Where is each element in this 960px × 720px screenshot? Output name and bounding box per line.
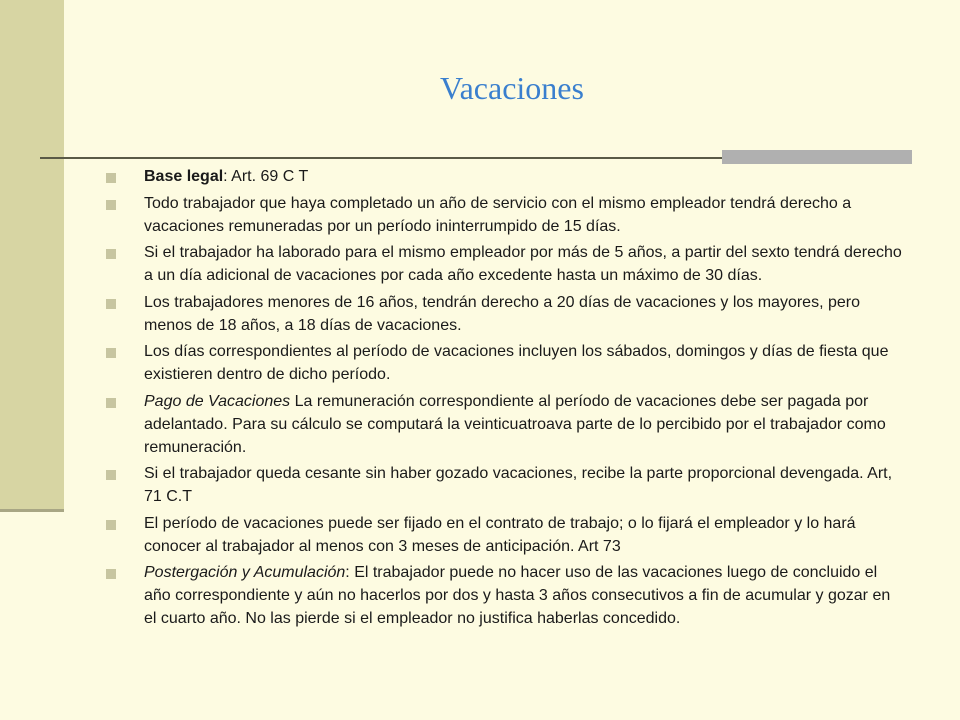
bullet-text: Los días correspondientes al período de vacaciones incluyen los sábados, domingos y días de fiesta que existieren dentro de dicho período. <box>144 343 889 383</box>
bullet-item-cesante <box>106 462 906 508</box>
bullet-item-base-legal <box>106 165 906 188</box>
bullet-text: : Art. 69 C T <box>223 168 309 185</box>
square-bullet-icon <box>106 470 116 480</box>
bullet-item-anual <box>106 192 906 238</box>
bullet-item-dias-adicionales <box>106 241 906 287</box>
slide-title: Vacaciones <box>440 70 584 106</box>
square-bullet-icon <box>106 249 116 259</box>
bullet-italic-label: Postergación y Acumulación <box>144 564 346 581</box>
title-divider-accent <box>722 150 912 164</box>
square-bullet-icon <box>106 348 116 358</box>
bullet-text: Todo trabajador que haya completado un año de servicio con el mismo empleador tendrá derecho a vacaciones remuneradas por un período ininterrumpido de 15 días. <box>144 194 852 235</box>
bullet-item-menores <box>106 291 906 337</box>
bullet-italic-label: Pago de Vacaciones <box>144 392 291 410</box>
bullet-item-periodo <box>106 512 906 558</box>
bullet-item-pago <box>106 390 906 459</box>
bullet-text: El período de vacaciones puede ser fijado en el contrato de trabajo; o lo fijará el empleador y lo hará conocer al trabajador al menos con 3 meses de anticipación. Art 73 <box>144 514 856 555</box>
side-decor-bar <box>0 0 64 512</box>
square-bullet-icon <box>106 520 116 530</box>
bullet-text: La remuneración correspondiente al período de vacaciones debe ser pagada por adelantado. Para su cálculo se computará la veinticuatroava parte de lo percibido por el trabajador como remuneración. <box>144 392 886 456</box>
bullet-text: Si el trabajador queda cesante sin haber gozado vacaciones, recibe la parte proporcional devengada. Art, 71 C.T <box>144 465 893 505</box>
bullet-text: : El trabajador puede no hacer uso de las vacaciones luego de concluido el año correspondiente y aún no hacerlos por dos y hasta 3 años consecutivos a fin de acumular y gozar en el cuarto año. No las pierde si el empleador no justifica haberlas concedido. <box>144 564 891 627</box>
bullet-bold-label: Base legal <box>144 168 224 185</box>
square-bullet-icon <box>106 569 116 579</box>
square-bullet-icon <box>106 200 116 210</box>
square-bullet-icon <box>106 173 116 183</box>
side-decor-bar-base <box>0 509 64 512</box>
bullet-item-dias-fiesta <box>106 340 906 386</box>
square-bullet-icon <box>106 299 116 309</box>
bullet-list <box>106 165 906 634</box>
bullet-item-postergacion <box>106 561 906 630</box>
square-bullet-icon <box>106 398 116 408</box>
bullet-text: Si el trabajador ha laborado para el mismo empleador por más de 5 años, a partir del sexto tendrá derecho a un día adicional de vacaciones por cada año excedente hasta un máximo de 30 días. <box>144 244 902 284</box>
bullet-text: Los trabajadores menores de 16 años, tendrán derecho a 20 días de vacaciones y los mayores, pero menos de 18 años, a 18 días de vacaciones. <box>144 293 860 334</box>
